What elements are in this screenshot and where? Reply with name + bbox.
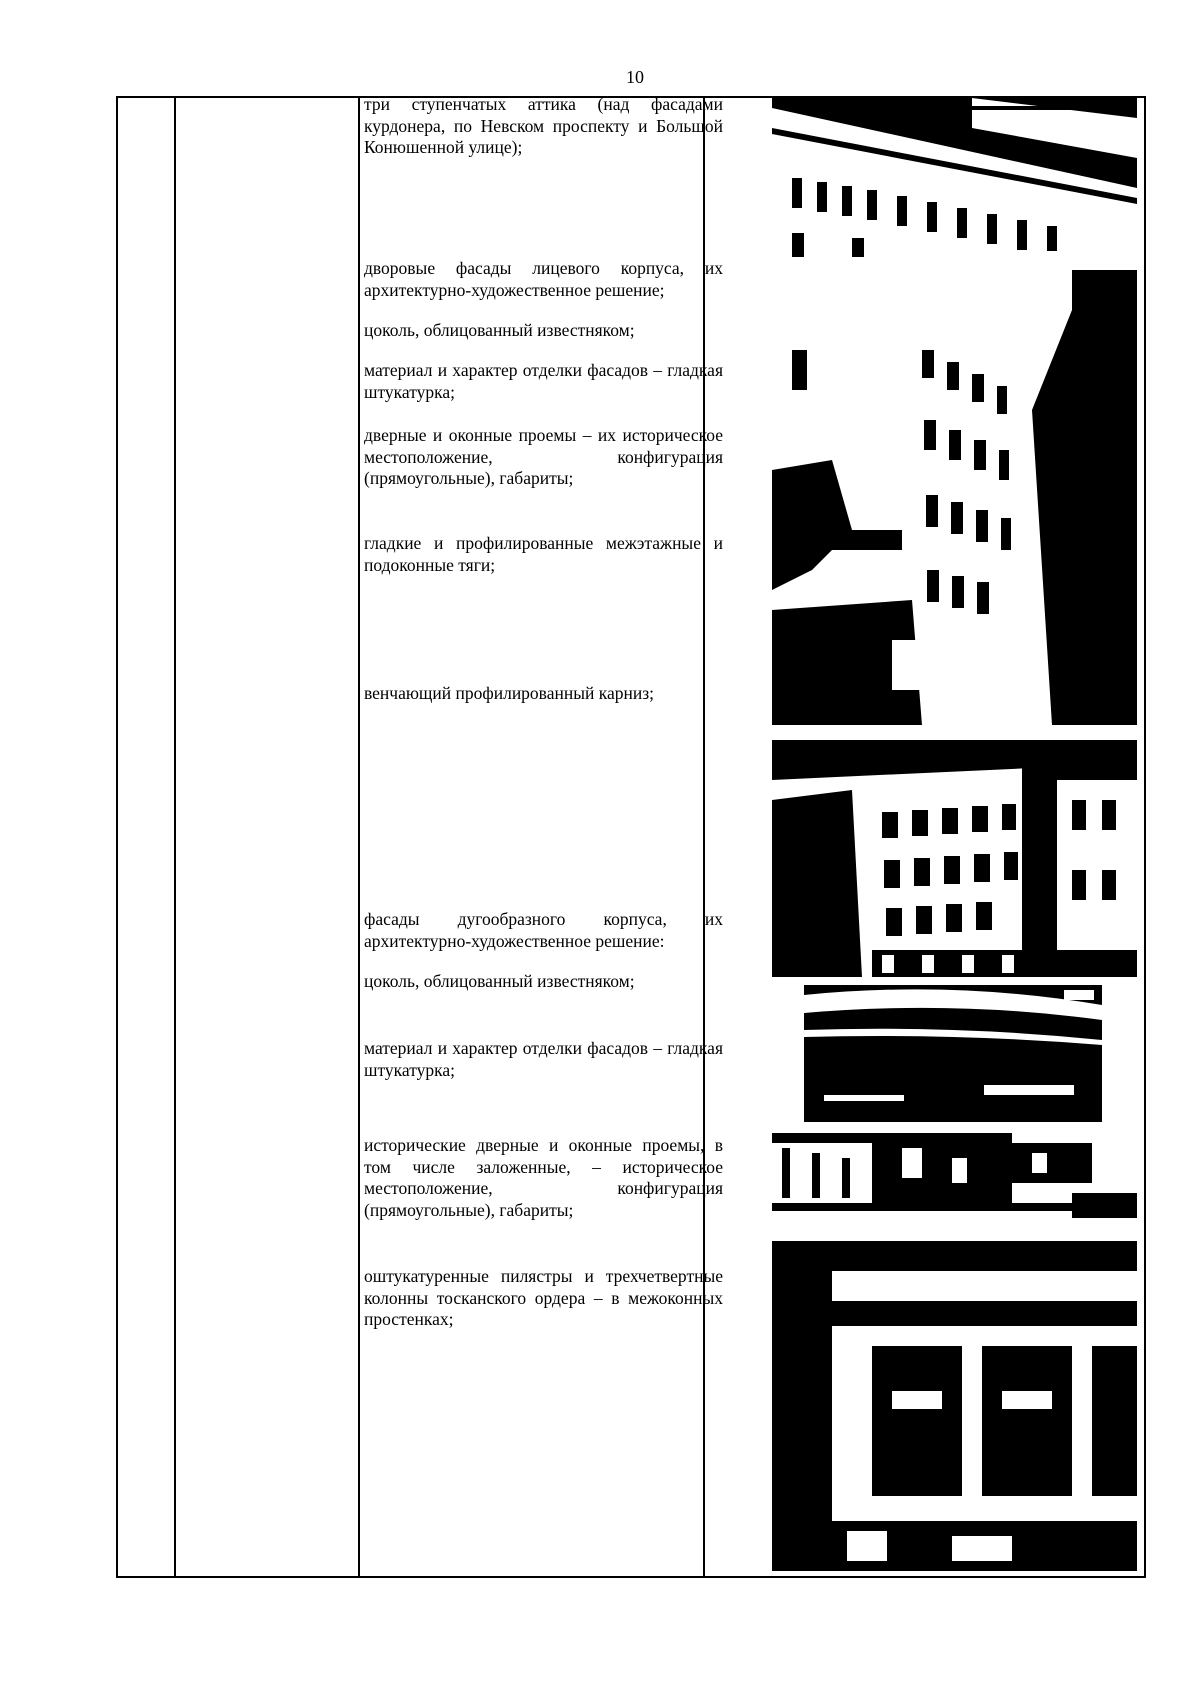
paragraph-pilasters: оштукатуренные пилястры и трехчетвертные колонны тосканского ордера – в межоконных простенках; — [364, 1266, 723, 1329]
protected-elements-table — [116, 96, 1146, 1578]
photo-attic — [772, 98, 1137, 257]
paragraph-courtyard-facades: дворовые фасады лицевого корпуса, их архитектурно-художественное решение; — [364, 258, 723, 300]
paragraph-finish-2: материал и характер отделки фасадов – гладкая штукатурка; — [364, 1038, 723, 1080]
paragraph-arched-building: фасады дугообразного корпуса, их архитектурно-художественное решение: — [364, 909, 723, 951]
paragraph-attics: три ступенчатых аттика (над фасадами курдонера, по Невском проспекту и Большой Конюшенной улице); — [364, 94, 723, 157]
paragraph-openings-1: дверные и оконные проемы – их историческое местоположение, конфигурация (прямоугольные), габариты; — [364, 425, 723, 488]
paragraph-plinth-2: цоколь, облицованный известняком; — [364, 971, 635, 991]
paragraph-openings-2: исторические дверные и оконные проемы, в том числе заложенные, – историческое местоположение, конфигурация (прямоугольные), габариты; — [364, 1135, 723, 1220]
paragraph-string-courses: гладкие и профилированные межэтажные и подоконные тяги; — [364, 533, 723, 575]
photo-street-view — [772, 1133, 1137, 1230]
page-number: 10 — [626, 67, 644, 87]
column-divider-2 — [358, 98, 360, 1576]
column-divider-1 — [174, 98, 176, 1576]
paragraph-cornice: венчающий профилированный карниз; — [364, 683, 654, 703]
photo-arched-building — [804, 985, 1102, 1122]
paragraph-finish-1: материал и характер отделки фасадов – гладкая штукатурка; — [364, 360, 723, 402]
photo-cornice — [772, 740, 1137, 977]
photo-courtyard-facade — [772, 270, 1137, 725]
photo-pilasters-columns — [772, 1241, 1137, 1571]
paragraph-plinth-1: цоколь, облицованный известняком; — [364, 320, 635, 340]
